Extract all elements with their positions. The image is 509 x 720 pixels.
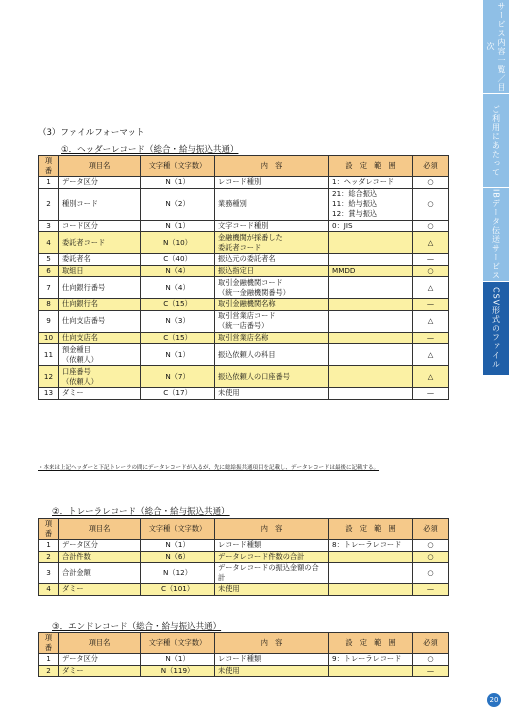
cell-required: ○ [413,265,449,277]
cell-content: 未使用 [215,584,329,596]
cell-no: 2 [39,665,59,677]
cell-content: 業務種別 [215,188,329,220]
cell-name: 種別コード [59,188,141,220]
cell-range [329,584,413,596]
table-row [39,584,449,596]
cell-required: ○ [413,177,449,189]
cell-required: ○ [413,654,449,666]
cell-name: データ区分 [59,654,141,666]
cell-content: レコード種別 [215,177,329,189]
cell-content: 未使用 [215,665,329,677]
cell-required: — [413,584,449,596]
table-row [39,332,449,344]
column-header-no: 項番 [39,156,59,177]
cell-range [329,232,413,254]
sidebar-tab-usage[interactable]: ご利用にあたって [483,94,509,188]
header-record-table [38,155,449,400]
cell-range: 9：トレーラレコード [329,654,413,666]
column-header-name: 項目名 [59,633,141,654]
cell-range: 21：総合振込 11：給与振込 12：賞与振込 [329,188,413,220]
cell-range [329,388,413,400]
column-header-type: 文字種（文字数） [141,633,215,654]
cell-content: データレコード件数の合計 [215,551,329,563]
cell-no: 12 [39,366,59,388]
cell-required: ○ [413,563,449,584]
cell-no: 11 [39,344,59,366]
cell-no: 2 [39,551,59,563]
column-header-type: 文字種（文字数） [141,156,215,177]
cell-range [329,299,413,311]
table-header-row [39,633,449,654]
cell-type: C（17） [141,388,215,400]
cell-type: N（4） [141,277,215,299]
cell-required: ○ [413,188,449,220]
table-row [39,344,449,366]
cell-type: N（2） [141,188,215,220]
column-header-range: 設 定 範 囲 [329,156,413,177]
cell-name: ダミー [59,388,141,400]
cell-type: N（7） [141,366,215,388]
column-header-no: 項番 [39,633,59,654]
cell-name: 預金種目 （依頼人） [59,344,141,366]
table3-title: ③．エンドレコード（総合・給与振込共通） [52,622,222,632]
table-header-row [39,156,449,177]
cell-type: N（4） [141,265,215,277]
table2-title: ②．トレーラレコード（総合・給与振込共通） [52,507,230,517]
cell-type: N（119） [141,665,215,677]
cell-no: 1 [39,540,59,552]
cell-no: 5 [39,254,59,266]
cell-required: — [413,388,449,400]
column-header-required: 必須 [413,156,449,177]
table-row [39,665,449,677]
table-row [39,310,449,332]
table-row [39,232,449,254]
cell-no: 4 [39,584,59,596]
cell-name: 仕向支店番号 [59,310,141,332]
cell-required: — [413,332,449,344]
cell-required: △ [413,366,449,388]
page-number: 20 [487,693,501,707]
cell-type: N（3） [141,310,215,332]
cell-content: 振込依頼人の口座番号 [215,366,329,388]
cell-required: △ [413,232,449,254]
cell-content: 取引営業店コード （統一店番号） [215,310,329,332]
cell-required: △ [413,344,449,366]
table-row [39,265,449,277]
cell-no: 6 [39,265,59,277]
cell-name: 仕向銀行名 [59,299,141,311]
column-header-range: 設 定 範 囲 [329,519,413,540]
cell-required: — [413,254,449,266]
cell-name: データ区分 [59,177,141,189]
cell-name: データ区分 [59,540,141,552]
column-header-name: 項目名 [59,156,141,177]
table-row [39,177,449,189]
cell-content: 振込元の委託者名 [215,254,329,266]
table-row [39,551,449,563]
table-row [39,277,449,299]
cell-name: 仕向支店名 [59,332,141,344]
cell-type: C（40） [141,254,215,266]
table-row [39,220,449,232]
cell-name: 取組日 [59,265,141,277]
cell-name: 委託者コード [59,232,141,254]
cell-required: △ [413,310,449,332]
column-header-required: 必須 [413,519,449,540]
cell-name: 合計金額 [59,563,141,584]
cell-range [329,277,413,299]
cell-name: ダミー [59,584,141,596]
cell-name: 合計件数 [59,551,141,563]
cell-content: 取引金融機関名称 [215,299,329,311]
cell-no: 10 [39,332,59,344]
cell-name: 口座番号 （依頼人） [59,366,141,388]
column-header-type: 文字種（文字数） [141,519,215,540]
cell-content: 金融機関が採番した 委託者コード [215,232,329,254]
cell-no: 9 [39,310,59,332]
cell-required: — [413,299,449,311]
cell-required: △ [413,277,449,299]
cell-no: 2 [39,188,59,220]
cell-range [329,665,413,677]
cell-type: C（15） [141,299,215,311]
table-row [39,540,449,552]
cell-type: N（10） [141,232,215,254]
table-row [39,388,449,400]
cell-range [329,366,413,388]
column-header-required: 必須 [413,633,449,654]
cell-required: ○ [413,220,449,232]
table-row [39,563,449,584]
cell-type: C（101） [141,584,215,596]
cell-range [329,563,413,584]
cell-range: 1：ヘッダレコード [329,177,413,189]
cell-range: 0：JIS [329,220,413,232]
cell-content: レコード種類 [215,540,329,552]
sidebar-tab-ib-transfer[interactable]: IBデータ伝送サービス [483,188,509,282]
cell-range [329,344,413,366]
table-row [39,366,449,388]
note-text: ・本来は上記ヘッダーと下記トレーラの間にデータレコードが入るが、先に総給振共通項目を記載し、データレコードは最後に記載する。 [38,465,380,471]
cell-range [329,551,413,563]
cell-type: N（1） [141,654,215,666]
cell-no: 7 [39,277,59,299]
cell-no: 8 [39,299,59,311]
cell-no: 1 [39,654,59,666]
cell-required: — [413,665,449,677]
column-header-name: 項目名 [59,519,141,540]
cell-content: 取引金融機関コード （統一金融機関番号） [215,277,329,299]
table-row [39,254,449,266]
cell-range: 8：トレーラレコード [329,540,413,552]
cell-name: コード区分 [59,220,141,232]
cell-type: C（15） [141,332,215,344]
cell-content: 振込指定日 [215,265,329,277]
cell-content: 振込依頼人の科目 [215,344,329,366]
column-header-content: 内 容 [215,633,329,654]
cell-range [329,310,413,332]
cell-name: 委託者名 [59,254,141,266]
cell-name: 仕向銀行番号 [59,277,141,299]
cell-range: MMDD [329,265,413,277]
cell-type: N（12） [141,563,215,584]
cell-type: N（1） [141,344,215,366]
cell-content: データレコードの振込金額の合計 [215,563,329,584]
table-header-row [39,519,449,540]
cell-no: 4 [39,232,59,254]
section-title: （3）ファイルフォーマット [38,128,145,138]
cell-content: 取引営業店名称 [215,332,329,344]
end-record-table [38,632,449,677]
cell-type: N（1） [141,540,215,552]
column-header-content: 内 容 [215,156,329,177]
column-header-no: 項番 [39,519,59,540]
cell-type: N（1） [141,220,215,232]
column-header-content: 内 容 [215,519,329,540]
cell-no: 13 [39,388,59,400]
table1-title: ①．ヘッダーレコード（総合・給与振込共通） [61,145,239,155]
column-header-range: 設 定 範 囲 [329,633,413,654]
sidebar-tab-service-list[interactable]: サービス内容一覧／目次 [483,0,509,94]
cell-type: N（1） [141,177,215,189]
table-row [39,654,449,666]
table-row [39,299,449,311]
sidebar-nav [483,0,509,378]
cell-content: 未使用 [215,388,329,400]
cell-type: N（6） [141,551,215,563]
cell-required: ○ [413,551,449,563]
cell-name: ダミー [59,665,141,677]
cell-no: 1 [39,177,59,189]
cell-content: レコード種類 [215,654,329,666]
cell-no: 3 [39,220,59,232]
cell-no: 3 [39,563,59,584]
cell-required: ○ [413,540,449,552]
table-row [39,188,449,220]
sidebar-tab-csv-file[interactable]: CSV形式のファイル [483,282,509,376]
cell-range [329,332,413,344]
trailer-record-table [38,518,449,596]
cell-content: 文字コード種別 [215,220,329,232]
cell-range [329,254,413,266]
